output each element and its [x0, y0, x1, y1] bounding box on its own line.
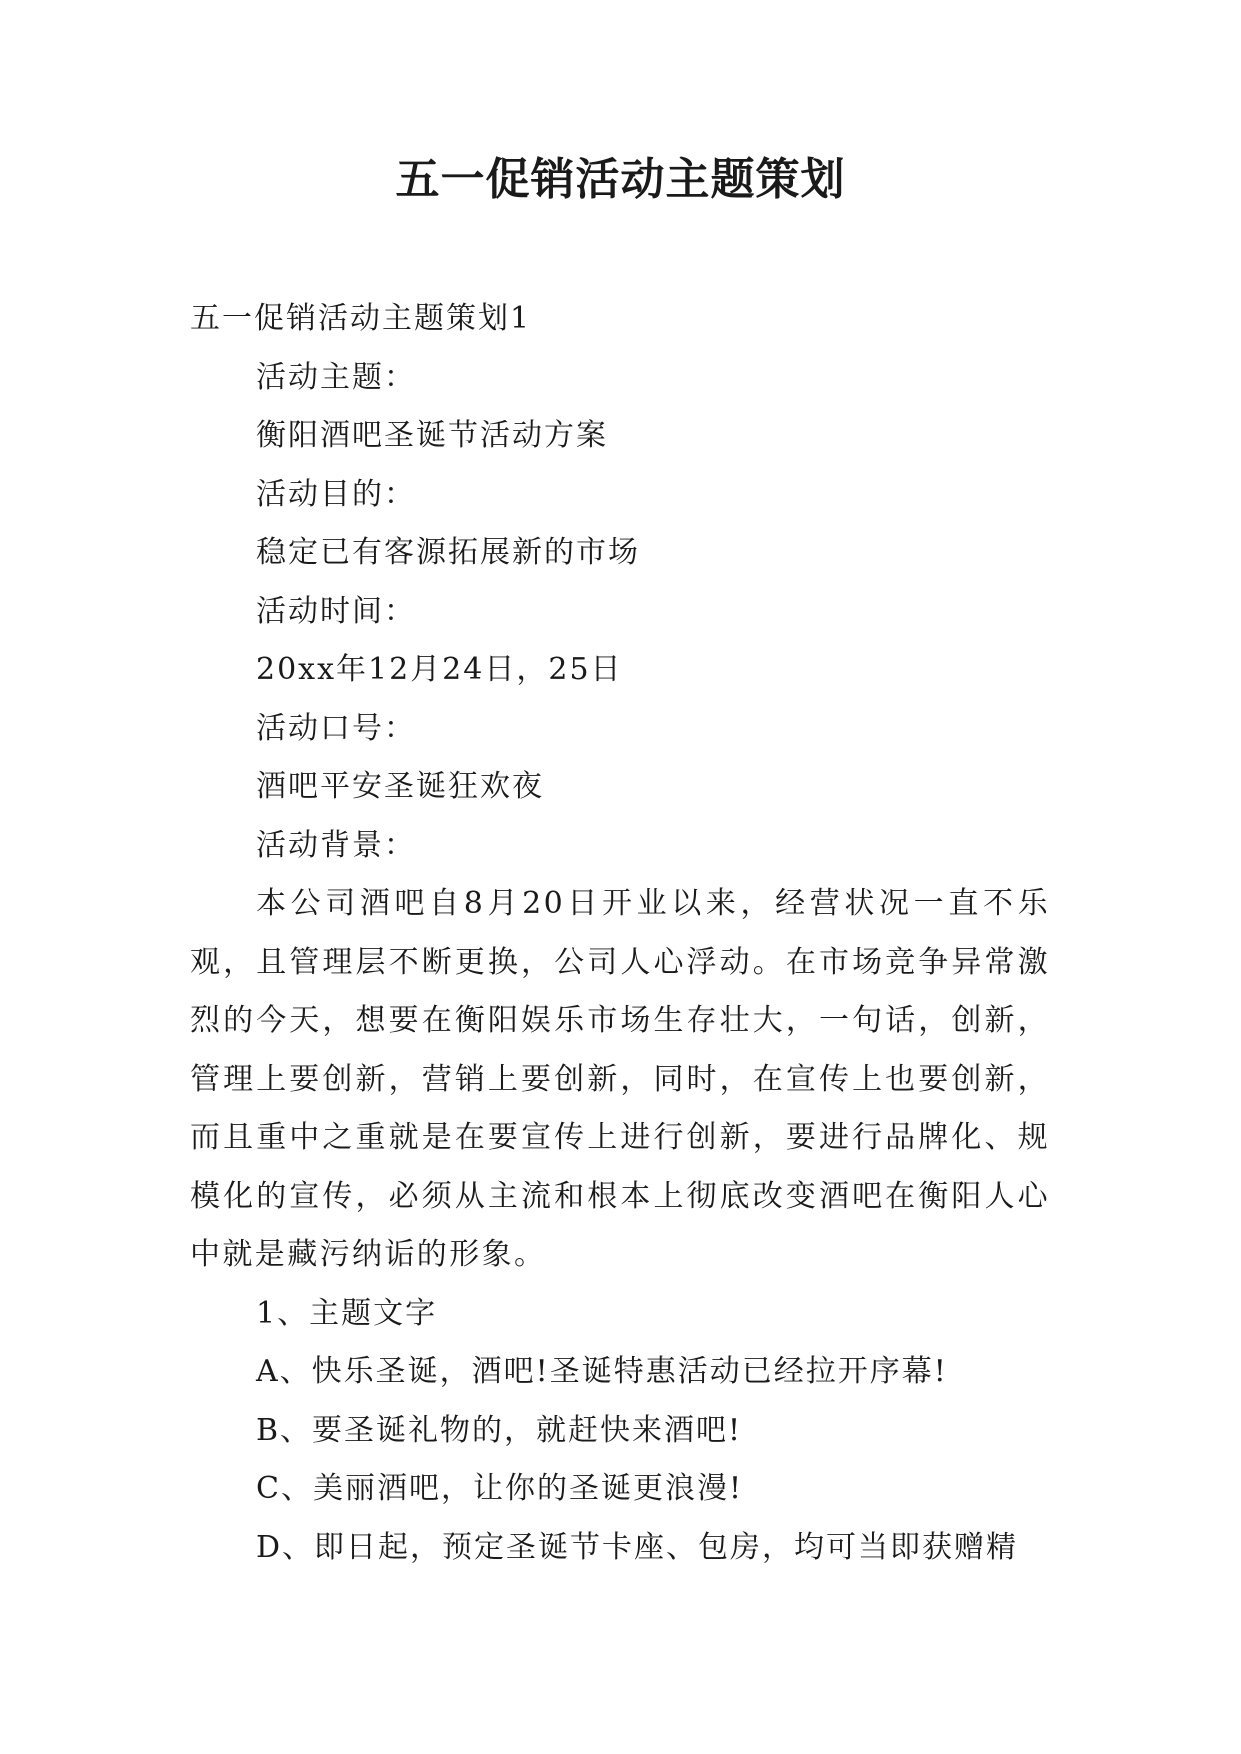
label-activity-slogan: 活动口号： [256, 710, 416, 746]
theme-text-item-c: C、美丽酒吧，让你的圣诞更浪漫! [256, 1471, 744, 1506]
label-activity-background: 活动背景： [256, 827, 416, 863]
activity-slogan-value: 酒吧平安圣诞狂欢夜 [256, 769, 544, 804]
label-activity-theme: 活动主题： [256, 359, 416, 395]
label-activity-time: 活动时间： [256, 593, 416, 629]
activity-purpose-value: 稳定已有客源拓展新的市场 [256, 535, 640, 570]
document-body [190, 290, 1050, 1577]
theme-text-item-d: D、即日起，预定圣诞节卡座、包房，均可当即获赠精 [256, 1529, 1019, 1565]
activity-time-value: 20xx年12月24日，25日 [256, 652, 623, 687]
activity-theme-value: 衡阳酒吧圣诞节活动方案 [256, 418, 608, 453]
section-heading: 五一促销活动主题策划1 [190, 301, 532, 336]
document-title: 五一促销活动主题策划 [395, 154, 846, 205]
label-activity-purpose: 活动目的： [256, 476, 416, 512]
theme-text-item-a: A、快乐圣诞，酒吧!圣诞特惠活动已经拉开序幕! [256, 1354, 948, 1389]
theme-text-heading: 1、主题文字 [256, 1295, 438, 1331]
background-paragraph: 本公司酒吧自8月20日开业以来，经营状况一直不乐观，且管理层不断更换，公司人心浮动。在市场竞争异常激烈的今天，想要在衡阳娱乐市场生存壮大，一句话，创新，管理上要创新，营销上要创新，同时，在宣传上也要创新，而且重中之重就是在要宣传上进行创新，要进行品牌化、规模化的宣传，必须从主流和根本上彻底改变酒吧在衡阳人心中就是藏污纳诟的形象。 [190, 886, 1050, 1272]
theme-text-item-b: B、要圣诞礼物的，就赶快来酒吧! [256, 1412, 743, 1448]
